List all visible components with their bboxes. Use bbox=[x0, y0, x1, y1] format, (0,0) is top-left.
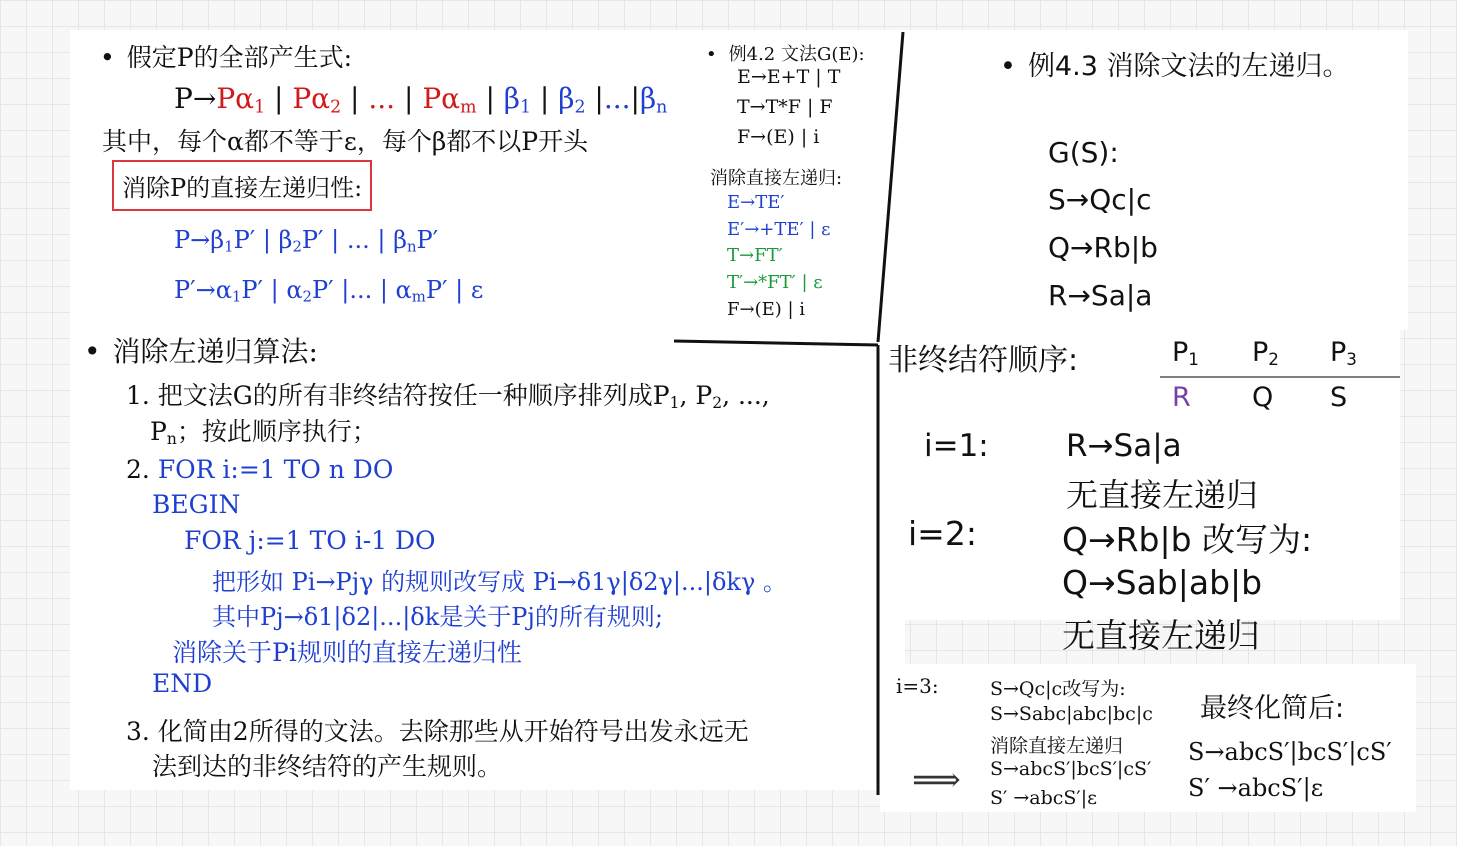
example43-q: Q→Rb|b bbox=[1048, 231, 1158, 264]
i1-rule: R→Sa|a bbox=[1066, 428, 1182, 464]
example42-g1: E→E+T | T bbox=[737, 66, 841, 88]
step1-line1: 1. 把文法G的所有非终结符按任一种顺序排列成$P_1$, $P_2$, ..., bbox=[126, 381, 770, 412]
step2-begin: BEGIN bbox=[152, 490, 241, 519]
step2-for-i: 2. FOR i:=1 TO n DO bbox=[126, 455, 394, 484]
i2-rule: Q→Rb|b 改写为: bbox=[1062, 520, 1313, 559]
example42-g3: F→(E) | i bbox=[737, 126, 820, 148]
double-arrow-icon: ⟹ bbox=[912, 760, 961, 800]
example42-r3: T→FT′ bbox=[727, 245, 783, 266]
i3-line3: 消除直接左递归 bbox=[990, 735, 1124, 757]
example43-title: • 例4.3 消除文法的左递归。 bbox=[1000, 44, 1349, 83]
i1-label: i=1: bbox=[924, 428, 989, 464]
i3-line4: S→abcS′|bcS′|cS′ bbox=[990, 758, 1152, 780]
final-title: 最终化简后: bbox=[1200, 693, 1345, 724]
bullet-productions: • 假定P的全部产生式: bbox=[100, 38, 352, 74]
example42-title: • 例4.2 文法G(E): bbox=[706, 40, 865, 66]
final-rule-2: S′ →abcS′|ε bbox=[1188, 774, 1324, 802]
step2-where: 其中Pj→δ1|δ2|...|δk是关于Pj的所有规则; bbox=[212, 603, 663, 631]
condition-text: 其中，每个α都不等于ε，每个β都不以P开头 bbox=[102, 127, 589, 156]
example42-r5: F→(E) | i bbox=[727, 299, 806, 320]
order-val-2: Q bbox=[1252, 382, 1274, 413]
i3-label: i=3: bbox=[896, 674, 939, 698]
example42-g2: T→T*F | F bbox=[737, 96, 833, 118]
order-label: 非终结符顺序: bbox=[888, 343, 1079, 378]
example42-subtitle: 消除直接左递归: bbox=[710, 168, 843, 189]
example42-r4: T′→*FT′ | ε bbox=[727, 272, 823, 293]
i2-new: Q→Sab|ab|b bbox=[1062, 563, 1263, 602]
order-head-1: $P_1$ bbox=[1172, 337, 1199, 370]
i1-note: 无直接左递归 bbox=[1066, 476, 1259, 514]
production-general: $P\to P\alpha_1$ | $P\alpha_2$ | ... | $P\alpha_m$ | $\beta_1$ | $\beta_2$ $|...|\beta_n$ bbox=[174, 82, 668, 118]
example43-s: S→Qc|c bbox=[1048, 183, 1152, 216]
step3-line2: 法到达的非终结符的产生规则。 bbox=[152, 752, 503, 781]
order-val-1: R bbox=[1172, 382, 1191, 413]
order-val-3: S bbox=[1330, 382, 1348, 413]
i3-line5: S′ →abcS′|ε bbox=[990, 787, 1097, 809]
step3-line1: 3. 化简由2所得的文法。去除那些从开始符号出发永远无 bbox=[126, 717, 749, 746]
example42-r1: E→TE′ bbox=[727, 192, 785, 213]
rule-p: $P\to\beta_1P'$ | $\beta_2P'$ | ... | $\beta_nP'$ bbox=[174, 226, 439, 256]
example43-r: R→Sa|a bbox=[1048, 279, 1153, 312]
step2-rewrite: 把形如 Pi→Pjγ 的规则改写成 Pi→δ1γ|δ2γ|...|δkγ 。 bbox=[212, 568, 787, 596]
bullet-algorithm: • 消除左递归算法: bbox=[84, 330, 318, 370]
step2-end: END bbox=[152, 669, 213, 698]
final-rule-1: S→abcS′|bcS′|cS′ bbox=[1188, 738, 1392, 766]
box-title: 消除P的直接左递归性: bbox=[112, 160, 372, 211]
i2-label: i=2: bbox=[908, 514, 977, 553]
order-head-3: $P_3$ bbox=[1330, 337, 1357, 370]
i3-line2: S→Sabc|abc|bc|c bbox=[990, 703, 1153, 725]
i2-note: 无直接左递归 bbox=[1062, 616, 1260, 655]
i3-line1: S→Qc|c改写为: bbox=[990, 678, 1126, 700]
example42-r2: E′→+TE′ | ε bbox=[727, 219, 831, 240]
step2-eliminate: 消除关于Pi规则的直接左递归性 bbox=[172, 638, 522, 667]
order-head-2: $P_2$ bbox=[1252, 337, 1279, 370]
step2-for-j: FOR j:=1 TO i-1 DO bbox=[184, 526, 436, 555]
example43-grammar: G(S): bbox=[1048, 136, 1119, 169]
step1-line2: $P_n$；按此顺序执行； bbox=[150, 417, 377, 448]
rule-p-prime: $P'\to\alpha_1P'$ | $\alpha_2P'$ |... | $\alpha_mP'$ | ε bbox=[174, 276, 484, 306]
